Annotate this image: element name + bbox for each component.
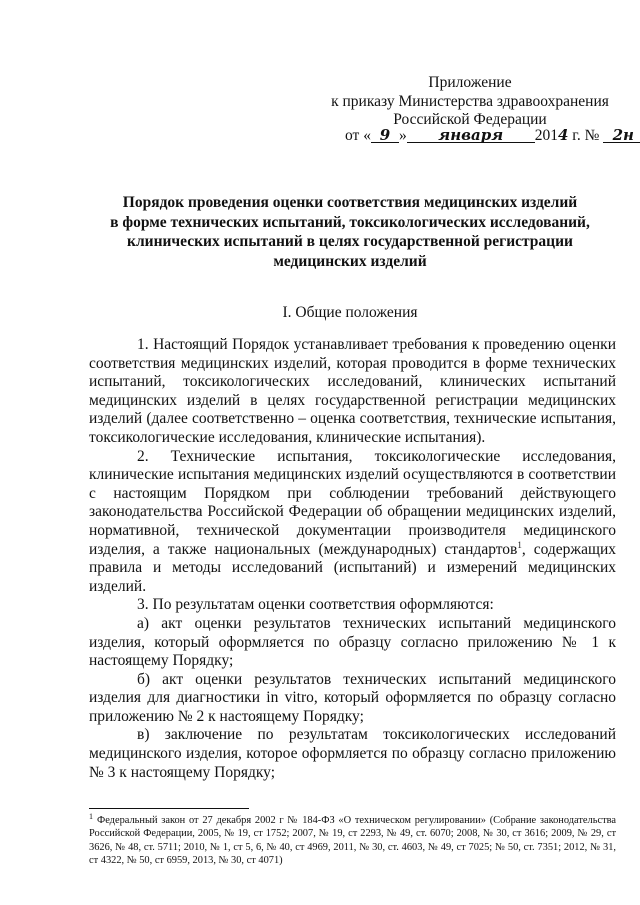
order-date-line [345,126,635,145]
paragraph-2 [89,448,616,597]
footnote-text: Федеральный закон от 27 декабря 2002 г № 184-ФЗ «О техническом регулировании» (Собрание законодательства Российской Федерации, 2005, № 19, ст 1752; 2007, № 19, ст 2293, № 49, ст. 6070; 2008, № 30, ст 3616; 2009, № 29, ст 3626, № 48, ст. 5711; 2010, № 1, ст 5, 6, № 40, ст 4969, 2011, № 30, ст. 4603, № 49, ст 7025; № 50, ст. 7351; 2012, № 31, ст 4322, № 50, ст 6959, 2013, № 30, ст 4071) [89,815,616,867]
footnote [89,811,616,868]
title-line-3: клинических испытаний в целях государственной регистрации [127,233,573,250]
title-line-4: медицинских изделий [273,252,427,270]
appendix-header [320,74,620,130]
paragraph-3c: в) заключение по результатам токсикологических исследований медицинского изделия, которое оформляется по образцу согласно приложению № 3 к настоящему Порядку; [89,726,616,781]
document-title [80,193,620,271]
date-day-handwritten: 9 [371,128,399,143]
title-line-1: Порядок проведения оценки соответствия медицинских изделий [122,194,578,211]
paragraph-1: 1. Настоящий Порядок устанавливает требования к проведению оценки соответствия медицинских изделий, которая проводится в форме технических испытаний, токсикологических исследований, клинических испытаний медицинских изделий в целях государственной регистрации медицинских изделий (далее соответственно – оценка соответствия, технические испытания, токсикологические исследования, клинические испытания). [89,336,616,446]
footnote-divider [89,808,249,809]
date-year-digit-handwritten: 4 [557,126,569,144]
date-month-handwritten: января [407,128,535,143]
ministry-country: Российской Федерации [393,111,547,128]
paragraph-3: 3. По результатам оценки соответствия оформляются: [137,596,494,614]
date-year-suffix: г. № [572,127,600,144]
footnote-mark: 1 [89,811,93,821]
order-number-handwritten: 2н [603,128,640,143]
paragraph-3b: б) акт оценки результатов технических испытаний медицинского изделия для диагностики in vitro, который оформляется по образцу согласно приложению № 2 к настоящему Порядку; [89,670,616,725]
footnote-ref: 1 [517,539,522,550]
paragraph-2-tail: , содержащих правила и методы исследований (испытаний) и измерений медицинских изделий. [89,540,616,595]
date-year-prefix: 201 [534,127,558,144]
order-reference: к приказу Министерства здравоохранения [331,92,609,110]
appendix-label: Приложение [428,74,512,91]
date-prefix: от « [345,127,371,144]
document-body [89,336,616,782]
paragraph-2-text: 2. Технические испытания, токсикологические исследования, клинические испытания медицинских изделий осуществляются в соответствии с настоящим Порядком при соблюдении требований действующего законодательства Российской Федерации об обращении медицинских изделий, нормативной, технической документации производителя медицинского изделия, а также национальных (международных) стандартов [89,447,616,558]
date-mid: » [398,127,407,144]
section-heading: I. Общие положения [282,304,418,321]
title-line-2: в форме технических испытаний, токсикологических исследований, [110,213,590,231]
paragraph-3a: а) акт оценки результатов технических испытаний медицинского изделия, который оформляется по образцу согласно приложению № 1 к настоящему Порядку; [89,614,616,670]
